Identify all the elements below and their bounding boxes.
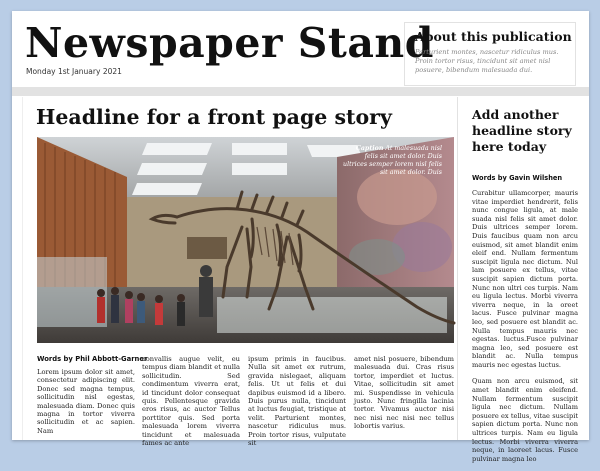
main-byline: Words by Phil Abbott-Garner [37, 355, 148, 363]
newspaper-page [12, 11, 589, 463]
masthead-date: Monday 1st January 2021 [26, 67, 122, 76]
main-headline: Headline for a front page story [36, 105, 392, 129]
story-column-2: convallis augue velit, eu tempus diam blandit et nulla sollicitudin. Sed condimentum viverra erat, id tincidunt dolor consequat quis. Pellentesque gravida eros risus, ac auctor Tellus porttitor quis. Sed porta malesuada lorem viverra tincidunt et malesuada fames ac ante [142, 355, 240, 448]
side-story [470, 97, 580, 463]
caption-text: At malesuada nisl felis sit amet dolor. Duis ultrices semper lorem nisl felis sit amet dolor. Duis [343, 145, 442, 176]
side-paragraph: Quam non arcu euismod, sit amet blandit enim eleifend. Nullam fermentum suscipit ligula nec dictum. Nullam posuere ex tellus, vitae suscipit sapien dictum porta. Nunc non ultrices turpis. Nam eu ligula lectus. Morbi viverra viverra neque, in laoreet lacus. Fusce pulvinar magna leo [472, 377, 578, 463]
caption-label: Caption [355, 145, 384, 152]
dinosaur-museum-photo [37, 137, 454, 343]
story-column-1: Lorem ipsum dolor sit amet, consectetur adipiscing elit. Donec sed magna tempus, sollicitudin nisl egestas, malesuada diam. Donec quis magna in tortor viverra sollicitudin et ac sapien. Nam [37, 368, 135, 435]
about-text: Parturient montes, nascetur ridiculus mus. Proin tortor risus, tincidunt sit amet nisl posuere, bibendum malesuada dui. [415, 48, 559, 74]
story-column-4: amet nisl posuere, bibendum malesuada dui. Cras risus tortor, imperdiet et luctus. Vitae, sollicitudin sit amet mi. Suspendisse in vehicula justo. Nunc fringilla lacinia tortor. Vivamus auctor nisi nec nisi nec nisi nec tellus lobortis varius. [354, 355, 454, 431]
about-title: About this publication [415, 29, 572, 44]
side-paragraph: Curabitur ullamcorper, mauris vitae imperdiet hendrerit, felis nunc congue ligula, at male suada nisl felis sit amet dolor. Duis ultrices semper lorem. Duis faucibus quam non arcu euismod, sit amet blandit enim eleif end. Nullam fermentum suscipit ligula nec dictum. Nul lam posuere ex tellus, vitae suscipit sapien dictum porta. Nunc non ultri ces turpis. Nam eu ligula lectus. Morbi viverra viverra neque, in la oreet lacus. Fusce pulvinar magna leo, sed posuere est blandit ac. Nulla tempus mauris nec egestas. luctus.Fusce pulvinar magna leo, sed posuere est blandit ac. Nulla tempus mauris nec egestas luctus. [472, 189, 578, 369]
side-headline: Add another headline story here today [472, 107, 572, 154]
main-story [22, 97, 458, 448]
masthead-title: Newspaper Stand [25, 19, 434, 67]
side-story-text [472, 189, 578, 471]
story-column-3: ipsum primis in faucibus. Nulla sit amet ex rutrum, gravida nislegaet, aliquam felis. Ut ut felis et dui dapibus euismod id a libero. Duis purus nulla, tincidunt at luctus feugiat, tristique at velit. Parturient montes, nascetur ridiculus mus. Proin tortor risus, vulputate sit [248, 355, 346, 448]
photo-caption [342, 145, 442, 177]
about-publication-box [404, 22, 576, 86]
side-byline: Words by Gavin Wilshen [472, 174, 563, 182]
masthead-divider [12, 87, 589, 96]
